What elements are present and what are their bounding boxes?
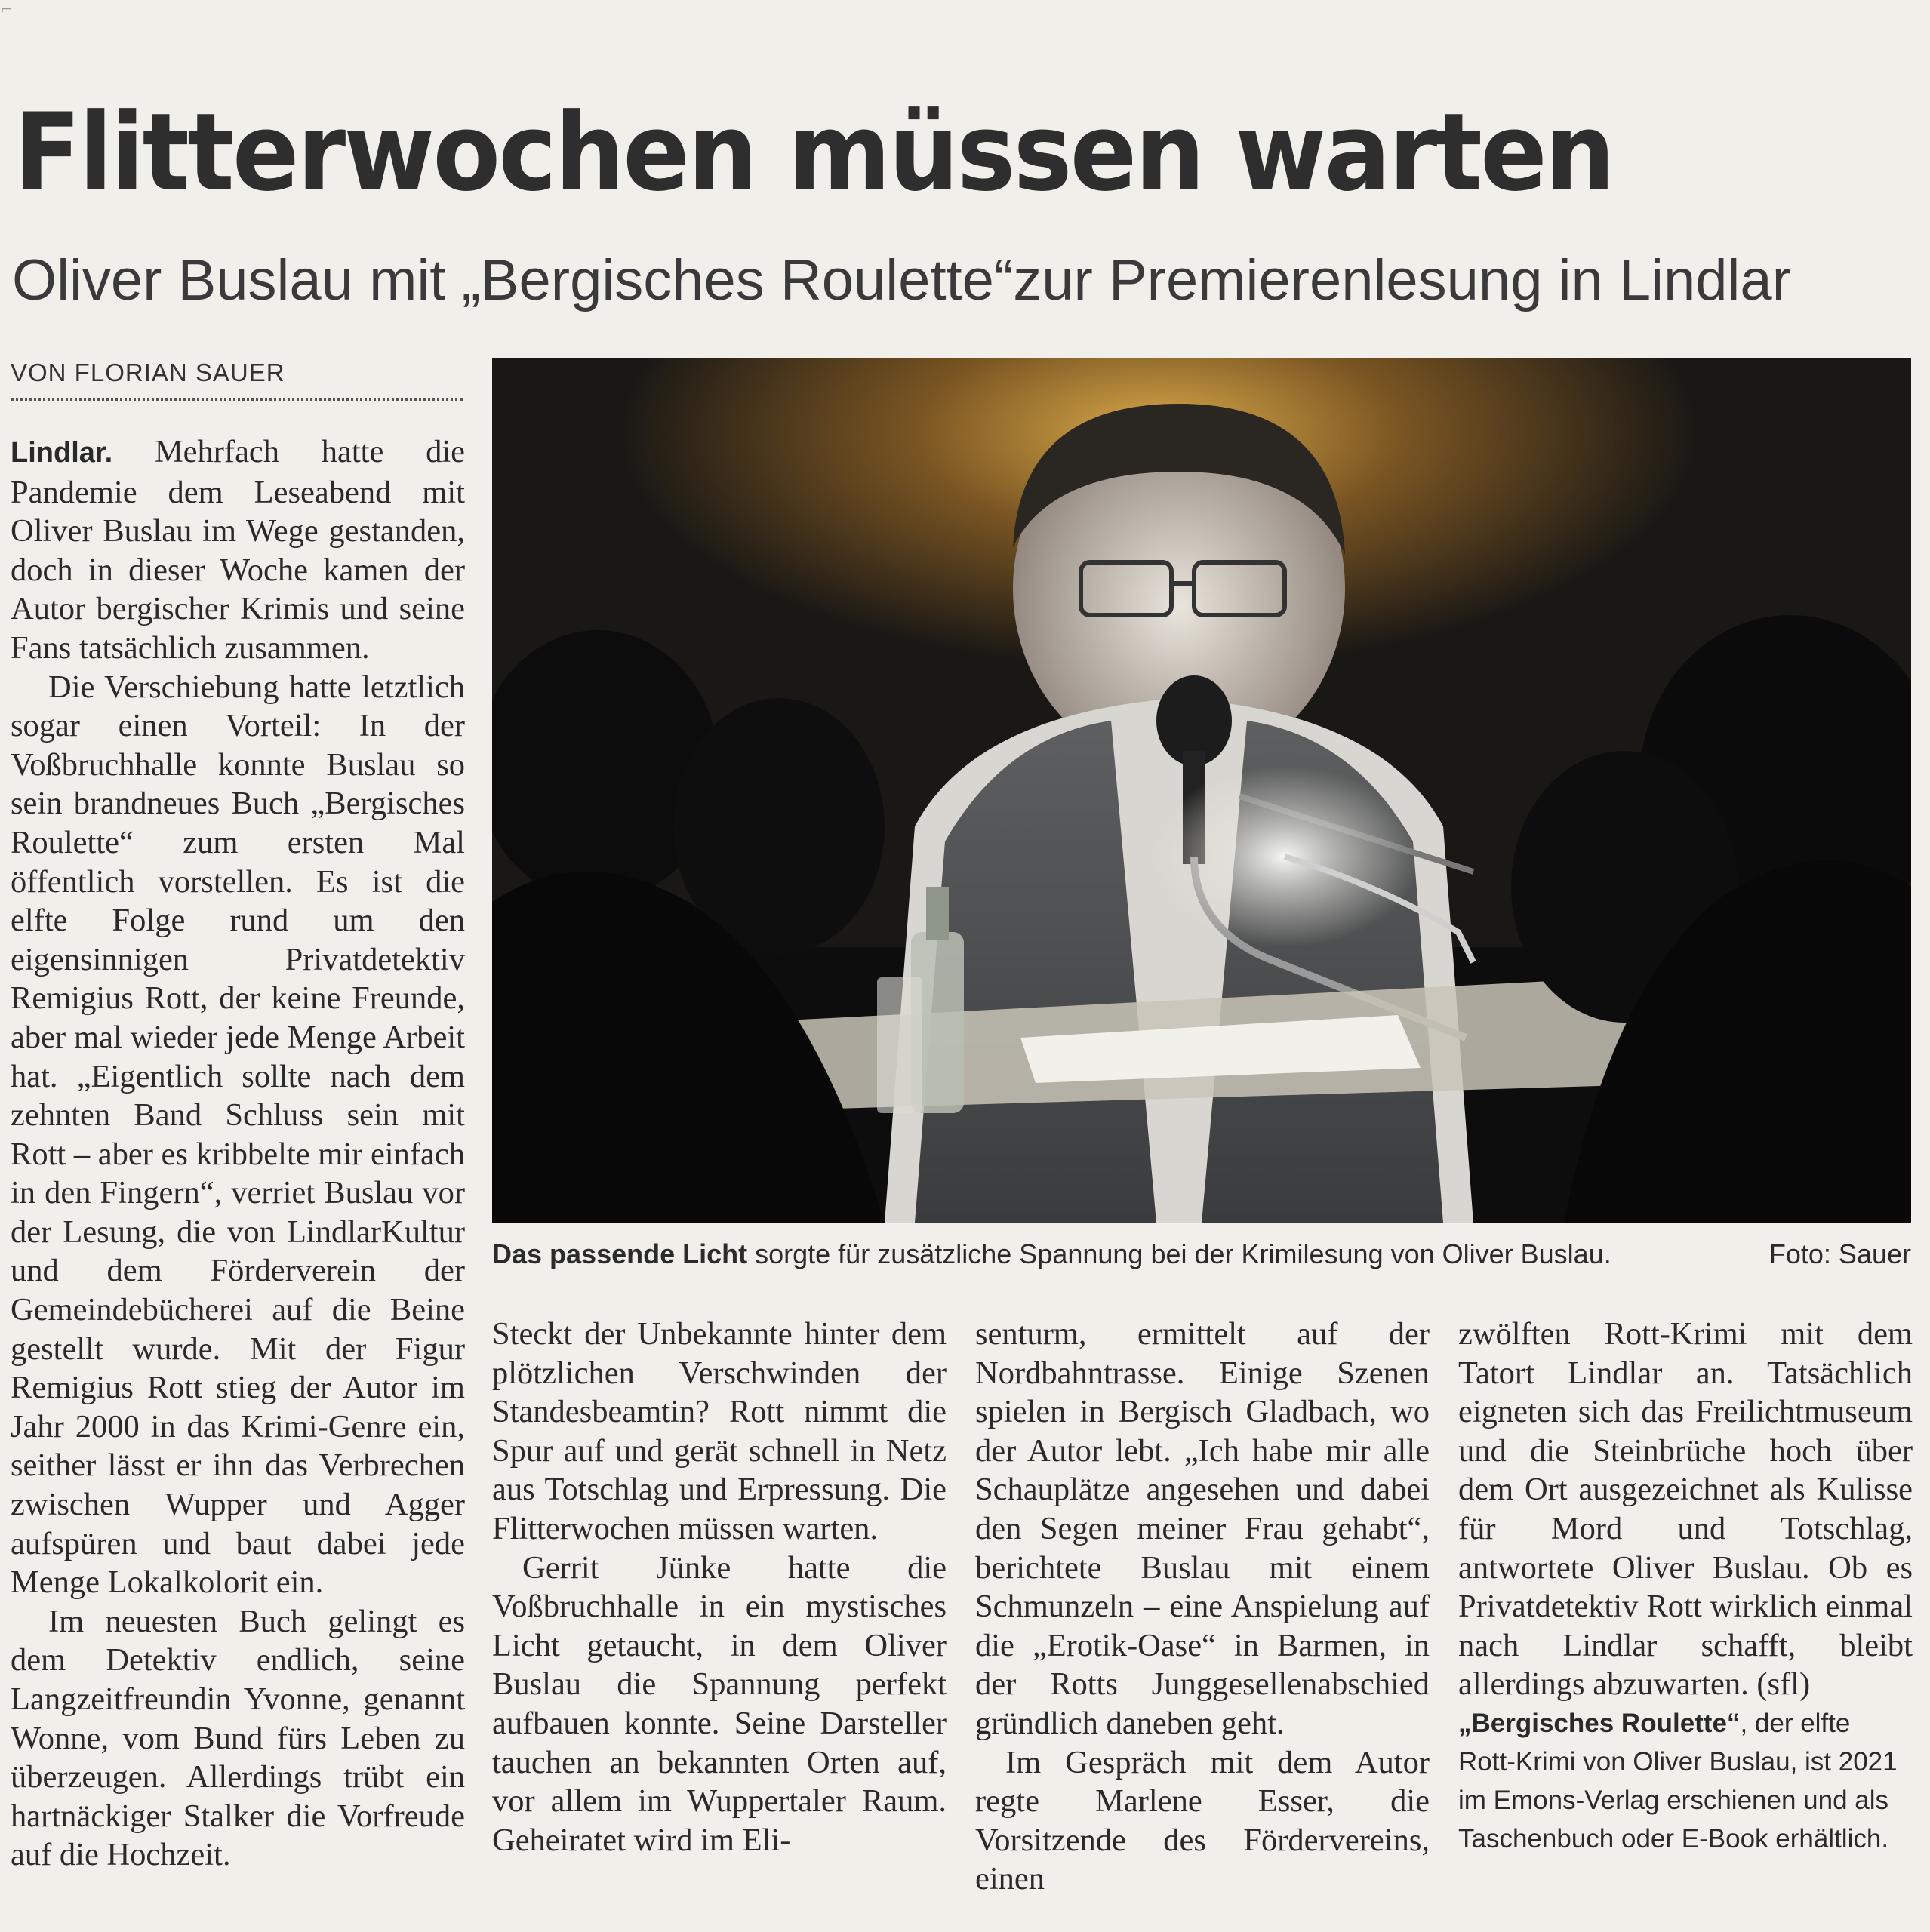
dateline: Lindlar. bbox=[11, 437, 113, 469]
byline: VON FLORIAN SAUER bbox=[11, 358, 463, 401]
book-title: „Bergisches Roulette“ bbox=[1458, 1708, 1741, 1738]
article-photo bbox=[492, 358, 1911, 1223]
caption-lead: Das passende Licht bbox=[492, 1238, 748, 1269]
book-info-text: , der elfte Rott-Krimi von Oliver Buslau, ist 2021 im Emons-Verlag erschienen und als Taschenbuch oder E-Book erhältlich. bbox=[1458, 1708, 1898, 1854]
paragraph: Im neuesten Buch gelingt es dem Detektiv endlich, seine Langzeitfreundin Yvonne, genannt Wonne, vom Bund fürs Leben zu überzeugen. Allerdings trübt ein hartnäckiger Stalker die Vorfreude auf die Hochzeit. bbox=[11, 1603, 465, 1873]
book-info-box bbox=[1458, 1704, 1913, 1858]
caption-text: sorgte für zusätzliche Spannung bei der Krimilesung von Oliver Buslau. bbox=[747, 1238, 1611, 1269]
page-edge-mark: ⌐ bbox=[0, 0, 13, 18]
article-column-4 bbox=[1458, 1315, 1913, 1858]
photo-credit: Foto: Sauer bbox=[1768, 1238, 1911, 1269]
paragraph: Im Gespräch mit dem Autor regte Marlene Esser, die Vorsitzende des Fördervereins, einen bbox=[975, 1744, 1430, 1897]
paragraph: Gerrit Jünke hatte die Voßbruchhalle in ein mystisches Licht getaucht, in dem Oliver Buslau die Spannung perfekt aufbauen konnte. Seine Darsteller tauchen an bekannten Orten auf, vor allem im Wuppertaler Raum. Geheiratet wird im Eli- bbox=[492, 1549, 947, 1858]
article-column-1 bbox=[11, 432, 465, 1875]
paragraph: Steckt der Unbekannte hinter dem plötzlichen Verschwinden der Standesbeamtin? Rott nimmt die Spur auf und gerät schnell in Netz aus Totschlag und Erpressung. Die Flitterwochen müssen warten. bbox=[492, 1316, 947, 1546]
paragraph-text: Mehrfach hatte die Pandemie dem Leseabend mit Oliver Buslau im Wege gestanden, doch in dieser Woche kamen der Autor bergischer Krimis und seine Fans tatsächlich zusammen. bbox=[11, 434, 465, 666]
article-column-3 bbox=[975, 1315, 1430, 1899]
paragraph bbox=[11, 432, 465, 668]
article-column-2 bbox=[492, 1315, 947, 1860]
reading-scene-illustration bbox=[492, 358, 1911, 1223]
paragraph: Die Verschiebung hatte letztlich sogar einen Vorteil: In der Voßbruchhalle konnte Buslau so sein brandneues Buch „Bergisches Roulette“ zum ersten Mal öffentlich vorstellen. Es ist die elfte Folge rund um den eigensinnigen Privatdetektiv Remigius Rott, der keine Freunde, aber mal wieder jede Menge Arbeit hat. „Eigentlich sollte nach dem zehnten Band Schluss sein mit Rott – aber es kribbelte mir einfach in den Fingern“, verriet Buslau vor der Lesung, die von LindlarKultur und dem Förderverein der Gemeindebücherei auf die Beine gestellt wurde. Mit der Figur Remigius Rott stieg der Autor im Jahr 2000 in das Krimi-Genre ein, seither lässt er ihn das Verbrechen zwischen Wupper und Agger aufspüren und baut dabei jede Menge Lokalkolorit ein. bbox=[11, 669, 465, 1601]
paragraph: senturm, ermittelt auf der Nordbahntrasse. Einige Szenen spielen in Bergisch Gladbach, wo der Autor lebt. „Ich habe mir alle Schauplätze angesehen und dabei den Segen meiner Frau gehabt“, berichtete Buslau mit einem Schmunzeln – eine Anspielung auf die „Erotik-Oase“ in Barmen, in der Rotts Junggesellenabschied gründlich daneben geht. bbox=[975, 1316, 1430, 1741]
subheadline: Oliver Buslau mit „Bergisches Roulette“zur Premierenlesung in Lindlar bbox=[12, 248, 1792, 312]
photo-caption bbox=[492, 1238, 1911, 1271]
headline: Flitterwochen müssen warten bbox=[14, 91, 1614, 215]
paragraph: zwölften Rott-Krimi mit dem Tatort Lindlar an. Tatsächlich eigneten sich das Freilichtmuseum und die Steinbrüche hoch über dem Ort ausgezeichnet als Kulisse für Mord und Totschlag, antwortete Oliver Buslau. Ob es Privatdetektiv Rott wirklich einmal nach Lindlar schafft, bleibt allerdings abzuwarten. (sfl) bbox=[1458, 1316, 1913, 1703]
